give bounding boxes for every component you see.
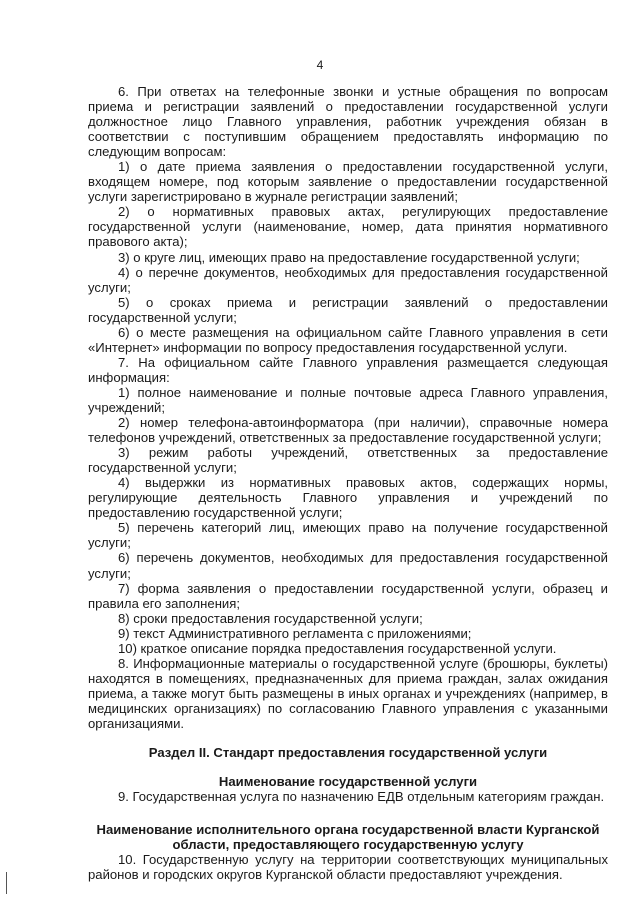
- paragraph-8: 8. Информационные материалы о государственной услуге (брошюры, буклеты) находятся в помещениях, предназначенных для приема граждан, залах ожидания приема, а также могут быть размещены в иных органах и учреждениях (например, в медицинских организациях) по согласованию Главного управления с указанными организациями.: [88, 655, 608, 731]
- subheading-executive-body: Наименование исполнительного органа государственной власти Курганской области, предоставляющего государственную услугу: [96, 822, 600, 853]
- list-item: 10) краткое описание порядка предоставления государственной услуги.: [118, 640, 557, 656]
- list-item: 9) текст Административного регламента с приложениями;: [118, 625, 472, 641]
- list-item: 4) о перечне документов, необходимых для предоставления государственной услуги;: [88, 264, 608, 295]
- paragraph-6: 6. При ответах на телефонные звонки и устные обращения по вопросам приема и регистрации заявлений о предоставлении государственной услуги должностное лицо Главного управления, работник учреждения обязан в соответствии с поступившим обращением предоставлять информацию по следующим вопросам:: [88, 84, 608, 160]
- list-item: 6) перечень документов, необходимых для предоставления государственной услуги;: [88, 550, 608, 581]
- list-item: 4) выдержки из нормативных правовых актов, содержащих нормы, регулирующие деятельность Главного управления и учреждений по предоставлению государственной услуги;: [88, 475, 608, 521]
- list-item: 3) режим работы учреждений, ответственных за предоставление государственной услуги;: [88, 445, 608, 476]
- scan-edge-mark: [6, 872, 7, 894]
- paragraph-7: 7. На официальном сайте Главного управления размещается следующая информация:: [88, 354, 608, 385]
- document-body: [88, 84, 608, 882]
- page-number: 4: [316, 58, 324, 72]
- list-item: 7) форма заявления о предоставлении государственной услуги, образец и правила его заполнения;: [88, 580, 608, 611]
- list-item: 8) сроки предоставления государственной услуги;: [118, 610, 423, 626]
- subheading-service-name: Наименование государственной услуги: [218, 774, 478, 790]
- list-item: 5) перечень категорий лиц, имеющих право на получение государственной услуги;: [88, 520, 608, 551]
- list-item: 5) о сроках приема и регистрации заявлений о предоставлении государственной услуги;: [88, 294, 608, 325]
- section-heading: Раздел II. Стандарт предоставления государственной услуги: [148, 745, 548, 761]
- list-item: 3) о круге лиц, имеющих право на предоставление государственной услуги;: [118, 249, 580, 265]
- list-item: 1) о дате приема заявления о предоставлении государственной услуги, входящем номере, под которым заявление о предоставлении государственной услуги зарегистрировано в журнале регистрации заявлений;: [88, 159, 608, 205]
- list-item: 6) о месте размещения на официальном сайте Главного управления в сети «Интернет» информации по вопросу предоставления государственной услуги.: [88, 324, 608, 355]
- list-item: 2) номер телефона-автоинформатора (при наличии), справочные номера телефонов учреждений, ответственных за предоставление государственной услуги;: [88, 415, 608, 446]
- list-item: 2) о нормативных правовых актах, регулирующих предоставление государственной услуги (наименование, номер, дата принятия нормативного правового акта);: [88, 204, 608, 250]
- paragraph-9: 9. Государственная услуга по назначению ЕДВ отдельным категориям граждан.: [118, 789, 605, 805]
- list-item: 1) полное наименование и полные почтовые адреса Главного управления, учреждений;: [88, 384, 608, 415]
- paragraph-10: 10. Государственную услугу на территории соответствующих муниципальных районов и городских округов Курганской области предоставляют учреждения.: [88, 852, 608, 883]
